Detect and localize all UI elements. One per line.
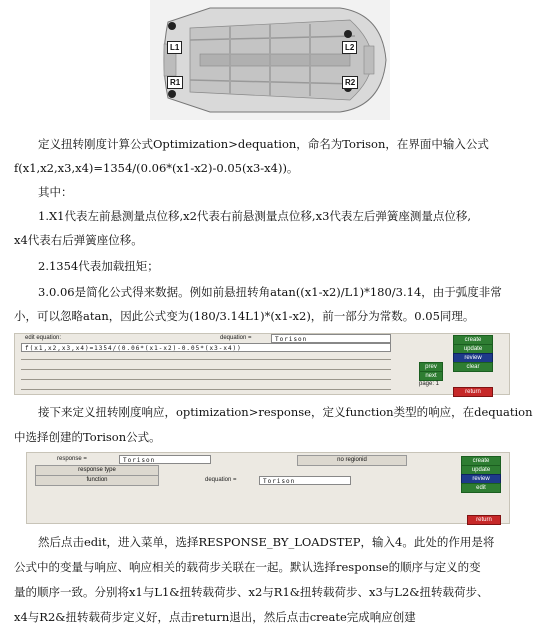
paragraph-item-3-cont: 小，可以忽略atan，因此公式变为(180/3.14L1)*(x1-x2)，前一部分为常数。0.05同理。	[14, 309, 475, 323]
paragraph-item-1: 1.X1代表左前悬测量点位移,x2代表右前悬测量点位移,x3代表左后弹簧座测量点位移,	[38, 209, 472, 223]
paragraph-edit-step-2: 公式中的变量与响应、响应相关的载荷步关联在一起。默认选择response的顺序与定义的变	[14, 560, 481, 574]
dequation-panel	[14, 333, 510, 395]
point-label-r2: R2	[342, 76, 358, 89]
return-button[interactable]: return	[467, 515, 501, 525]
prev-button[interactable]: prev	[419, 362, 443, 372]
response-type-label: response type	[78, 467, 116, 473]
car-underbody-drawing	[150, 0, 390, 120]
paragraph-item-2: 2.1354代表加载扭矩；	[38, 259, 159, 273]
create-button[interactable]: create	[461, 456, 501, 466]
response-panel	[26, 452, 510, 524]
paragraph-item-3: 3.0.06是简化公式得来数据。例如前悬扭转角atan((x1-x2)/L1)*180/3.14，由于弧度非常	[38, 285, 502, 299]
return-button[interactable]: return	[453, 387, 493, 397]
paragraph-define-response-cont: 中选择创建的Torison公式。	[14, 430, 161, 444]
point-label-r1: R1	[167, 76, 183, 89]
create-button[interactable]: create	[453, 335, 493, 345]
paragraph-define-response: 接下来定义扭转刚度响应，optimization>response，定义function类型的响应，在dequation	[38, 405, 533, 419]
function-type-selector[interactable]	[35, 475, 159, 486]
equation-input[interactable]: f(x1,x2,x3,x4)=1354/(0.06*(x1-x2)-0.05*(x3-x4))	[21, 343, 391, 352]
edit-equation-label: edit equation:	[25, 335, 62, 341]
point-label-l1: L1	[167, 41, 182, 54]
paragraph-where: 其中：	[38, 185, 73, 199]
point-label-l2: L2	[342, 41, 357, 54]
response-label: response =	[57, 456, 87, 462]
car-underbody-figure	[150, 0, 390, 120]
response-name-field[interactable]: Torison	[119, 455, 211, 464]
dequation-label: dequation =	[220, 335, 252, 341]
update-button[interactable]: update	[453, 344, 493, 354]
regionid-button[interactable]	[297, 455, 407, 466]
equation-line-5[interactable]	[21, 389, 391, 390]
paragraph-edit-step-3: 量的顺序一致。分别将x1与L1&扭转载荷步、x2与R1&扭转载荷步、x3与L2&扭转载荷步、	[14, 585, 489, 599]
paragraph-edit-step-4: x4与R2&扭转载荷步定义好，点击return退出，然后点击create完成响应创建	[14, 610, 416, 624]
next-button[interactable]: next	[419, 371, 443, 381]
clear-button[interactable]: clear	[453, 362, 493, 372]
page-indicator: page: 1	[419, 381, 440, 387]
equation-line-2[interactable]	[21, 359, 391, 360]
review-button[interactable]: review	[461, 474, 501, 484]
paragraph-edit-step: 然后点击edit，进入菜单，选择RESPONSE_BY_LOADSTEP，输入4。此处的作用是将	[38, 535, 495, 549]
review-button[interactable]: review	[453, 353, 493, 363]
equation-line-3[interactable]	[21, 369, 391, 370]
update-button[interactable]: update	[461, 465, 501, 475]
equation-line-4[interactable]	[21, 379, 391, 380]
paragraph-define-equation: 定义扭转刚度计算公式Optimization>dequation，命名为Torison，在界面中输入公式	[38, 137, 489, 151]
dequation-label: dequation =	[205, 477, 237, 483]
regionid-label: no regionid	[337, 457, 367, 463]
function-type-value: function	[86, 477, 108, 483]
dequation-select-field[interactable]: Torison	[259, 476, 351, 485]
paragraph-equation-formula: f(x1,x2,x3,x4)=1354/(0.06*(x1-x2)-0.05(x3-x4))。	[14, 161, 299, 175]
edit-button[interactable]: edit	[461, 483, 501, 493]
paragraph-item-1-cont: x4代表右后弹簧座位移。	[14, 233, 143, 247]
dequation-name-field[interactable]: Torison	[271, 334, 391, 343]
